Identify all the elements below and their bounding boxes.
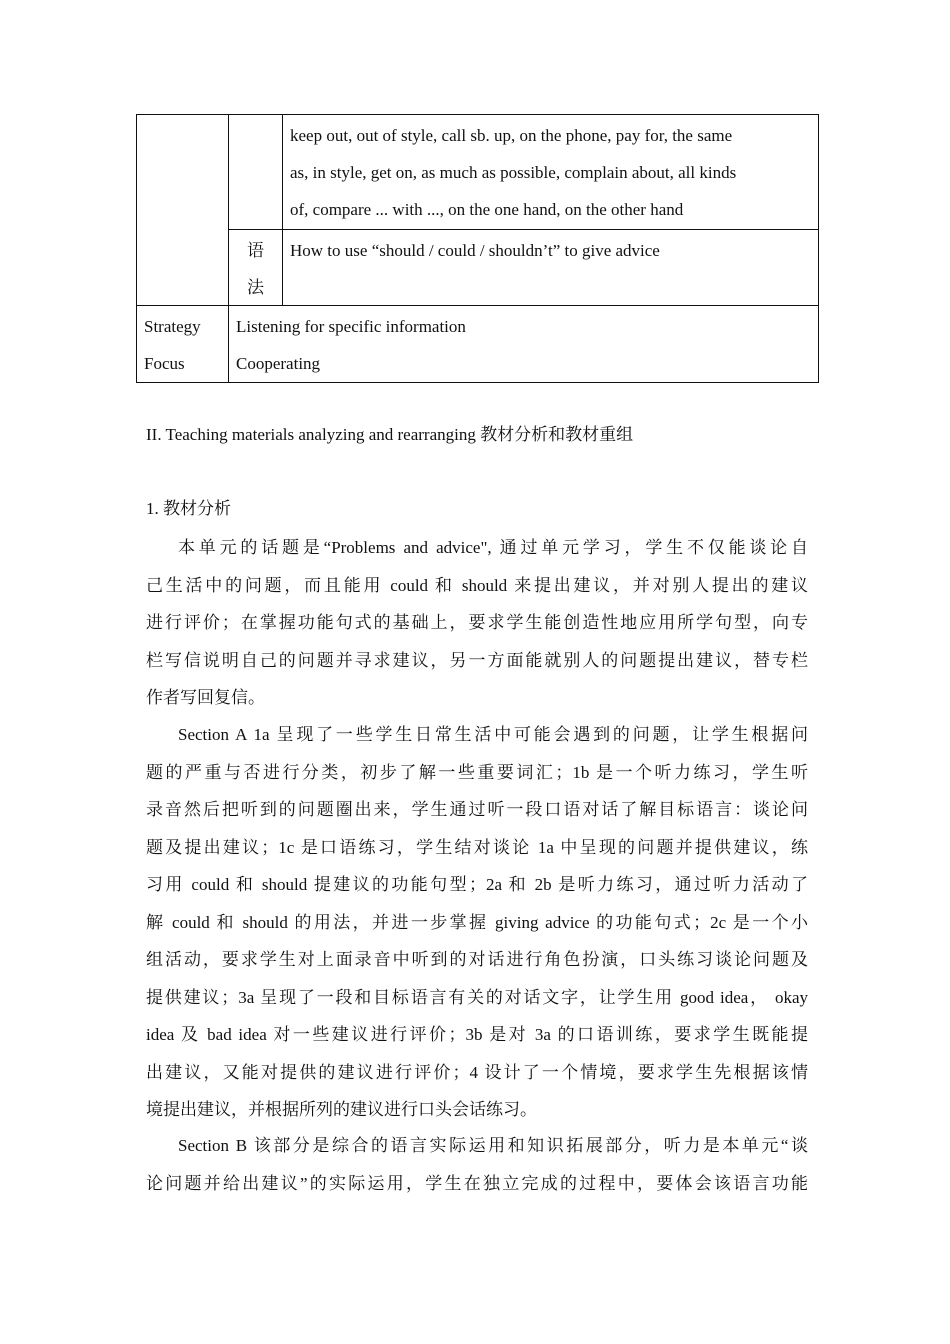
- vocab-line: keep out, out of style, call sb. up, on the phone, pay for, the same: [290, 126, 733, 145]
- paragraph-line: 录音然后把听到的问题圈出来，学生通过听一段口语对话了解目标语言：谈论问: [146, 800, 808, 819]
- grammar-row: [137, 230, 819, 306]
- paragraph-section-a: [146, 716, 808, 1129]
- paragraph-line: 解 could 和 should 的用法，并进一步掌握 giving advice 的功能句式；2c 是一个小: [146, 912, 808, 932]
- grammar-text: How to use “should / could / shouldn’t” to give advice: [290, 241, 660, 260]
- vocab-line: as, in style, get on, as much as possible, complain about, all kinds: [290, 163, 737, 182]
- paragraph-line: 题及提出建议；1c 是口语练习，学生结对谈论 1a 中呈现的问题并提供建议，练: [146, 837, 808, 857]
- paragraph-topic: [146, 529, 808, 717]
- paragraph-line: 论问题并给出建议”的实际运用，学生在独立完成的过程中，要体会该语言功能: [146, 1173, 808, 1193]
- strategy-label-line: Strategy: [144, 317, 201, 336]
- paragraph-line: 习用 could 和 should 提建议的功能句型；2a 和 2b 是听力练习，通过听力活动了: [146, 875, 808, 894]
- paragraph-line: 作者写回复信。: [146, 688, 265, 707]
- paragraph-line: 境提出建议，并根据所列的建议进行口头会话练习。: [146, 1100, 537, 1119]
- strategy-label-line: Focus: [144, 354, 185, 373]
- grammar-label-cell: [229, 230, 283, 306]
- paragraph-line: 题的严重与否进行分类，初步了解一些重要词汇；1b 是一个听力练习，学生听: [146, 762, 808, 782]
- vocab-line: of, compare ... with ..., on the one hand, on the other hand: [290, 200, 684, 219]
- empty-category-cell: [137, 115, 229, 306]
- strategy-item: Listening for specific information: [236, 317, 466, 336]
- empty-label-cell: [229, 115, 283, 230]
- vocab-row: [137, 115, 819, 230]
- strategy-items-cell: [229, 306, 819, 383]
- section-heading: II. Teaching materials analyzing and rearranging 教材分析和教材重组: [146, 425, 634, 444]
- grammar-label-char: 语: [247, 241, 264, 260]
- paragraph-line: 进行评价；在掌握功能句式的基础上，要求学生能创造性地应用所学句型，向专: [146, 613, 808, 632]
- paragraph-line: Section B 该部分是综合的语言实际运用和知识拓展部分，听力是本单元“谈: [178, 1136, 808, 1155]
- grammar-label-char: 法: [247, 278, 264, 297]
- paragraph-line: 提供建议；3a 呈现了一段和目标语言有关的对话文字，让学生用 good idea， okay: [146, 987, 808, 1007]
- strategy-label-cell: [137, 306, 229, 383]
- paragraph-line: idea 及 bad idea 对一些建议进行评价；3b 是对 3a 的口语训练，要求学生既能提: [146, 1025, 808, 1044]
- strategy-item: Cooperating: [236, 354, 321, 373]
- course-info-table: [136, 114, 819, 383]
- strategy-row: [137, 306, 819, 383]
- paragraph-line: 出建议，又能对提供的建议进行评价；4 设计了一个情境，要求学生先根据该情: [146, 1062, 808, 1082]
- paragraph-line: 己生活中的问题，而且能用 could 和 should 来提出建议，并对别人提出的建议: [146, 575, 808, 595]
- paragraph-line: 本单元的话题是“Problems and advice", 通过单元学习，学生不仅能谈论自: [178, 538, 808, 557]
- paragraph-line: 组活动，要求学生对上面录音中听到的对话进行角色扮演，口头练习谈论问题及: [146, 950, 808, 969]
- paragraph-section-b: [146, 1127, 808, 1202]
- grammar-cell: [283, 230, 819, 306]
- paragraph-line: 栏写信说明自己的问题并寻求建议，另一方面能就别人的问题提出建议，替专栏: [146, 650, 808, 670]
- subsection-heading: 1. 教材分析: [146, 499, 231, 518]
- paragraph-line: Section A 1a 呈现了一些学生日常生活中可能会遇到的问题，让学生根据问: [178, 725, 808, 744]
- vocab-cell: [283, 115, 819, 230]
